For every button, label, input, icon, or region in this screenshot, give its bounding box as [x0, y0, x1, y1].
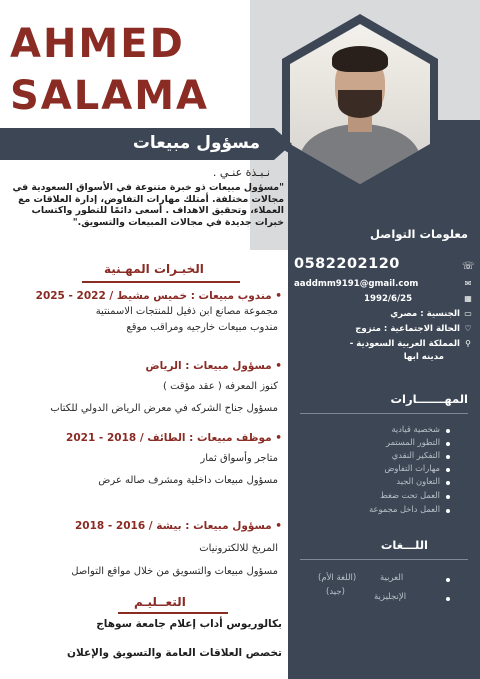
address-line-2: مدينه ابها [403, 352, 444, 362]
job-title-bar [0, 128, 274, 160]
skill-item: العمل داخل مجموعة [369, 504, 440, 514]
address-line-1: المملكة العربية السعودية - [349, 339, 460, 349]
heart-icon: ♡ [464, 324, 472, 333]
skill-item: التفكير النقدي [391, 450, 440, 460]
skill-item: العمل تحت ضغط [380, 490, 440, 500]
email-icon: ✉ [464, 279, 472, 288]
job-3-head: • موظف مبيعات : الطائف / 2018 - 2021 [66, 432, 282, 444]
skill-item: التطور المستمر [386, 437, 440, 447]
location-pin-icon: ⚲ [465, 339, 471, 348]
bullet-icon [446, 442, 450, 446]
birthdate-text: 1992/6/25 [364, 294, 413, 304]
nationality-text: الجنسية : مصري [390, 309, 460, 319]
skills-heading: المهـــــــارات [390, 392, 468, 406]
photo-beard [338, 90, 382, 118]
skill-item: التعاون الجيد [396, 476, 440, 486]
languages-heading: اللـــغات [380, 538, 428, 552]
bullet-icon [446, 578, 450, 582]
calendar-icon: ▦ [464, 294, 472, 303]
last-name: SALAMA [10, 73, 209, 119]
id-card-icon: ▭ [464, 309, 472, 318]
skill-item: مهارات التفاوض [384, 463, 440, 473]
education-heading: التعــليـم [134, 595, 186, 609]
languages-divider [300, 559, 468, 560]
phone-number: 0582202120 [294, 256, 400, 272]
experience-heading: الخبـرات المهـنية [104, 262, 204, 276]
bullet-icon [446, 429, 450, 433]
job-1-head: • مندوب مبيعات : خميس مشيط / 2022 - 2025 [35, 290, 282, 302]
job-2-head: • مسؤول مبيعات : الرياض [145, 360, 282, 372]
job-4-head: • مسؤول مبيعات : بيشة / 2016 - 2018 [75, 520, 282, 532]
language-name: العربية [380, 573, 404, 583]
bullet-icon [446, 481, 450, 485]
job-2-role: مسؤول جناح الشركه في معرض الرياض الدولي للكتاب [50, 403, 278, 414]
bullet-icon [446, 455, 450, 459]
job-1-company: مجموعة مصانع ابن ذفيل للمنتجات الاسمنتية [95, 306, 278, 317]
about-heading: نـبـذة عنـي . [212, 166, 270, 179]
email-text: aaddmm9191@gmail.com [294, 279, 419, 289]
job-2-company: كنوز المعرفه ( عقد مؤقت ) [163, 381, 278, 392]
bullet-icon [446, 468, 450, 472]
job-title: مسؤول مبيعات [132, 133, 260, 153]
language-level: (اللغة الأم) [318, 573, 357, 583]
about-text: "مسؤول مبيعات ذو خبرة متنوعة في الأسواق السعودية في مجالات مختلفة. أمتلك مهارات التفاوض، إدارة العلاقات مع العملاء، وتحقيق الاهداف . أسعى دائمًا للتطور واكتساب خبرات جديدة في مجالات المبيعات والتسويق." [12, 182, 284, 228]
first-name: AHMED [10, 21, 185, 67]
job-4-role: مسؤول مبيعات والتسويق من خلال مواقع التواصل [71, 566, 278, 577]
language-level: (جيد) [326, 587, 345, 597]
job-3-company: متاجر وأسواق ثمار [200, 453, 278, 464]
skill-item: شخصية قيادية [391, 424, 440, 434]
education-degree: بكالوريوس أداب إعلام جامعة سوهاج [96, 618, 282, 630]
contact-heading: معلومات التواصل [370, 227, 468, 241]
education-divider [118, 612, 228, 614]
phone-icon: ☏ [462, 261, 475, 272]
job-1-role: مندوب مبيعات خارجيه ومراقب موقع [126, 322, 278, 333]
bullet-icon [446, 495, 450, 499]
marital-text: الحالة الاجتماعية : متزوج [355, 324, 460, 334]
photo-hair [332, 46, 388, 72]
experience-divider [82, 281, 240, 283]
bullet-icon [446, 509, 450, 513]
job-3-role: مسؤول مبيعات داخلية ومشرف صاله عرض [98, 475, 278, 486]
job-4-company: المريخ للالكترونيات [199, 543, 278, 554]
bullet-icon [446, 597, 450, 601]
language-name: الإنجليزية [374, 592, 407, 602]
education-major: تخصص العلاقات العامة والتسويق والإعلان [67, 647, 282, 659]
skills-divider [300, 413, 468, 414]
